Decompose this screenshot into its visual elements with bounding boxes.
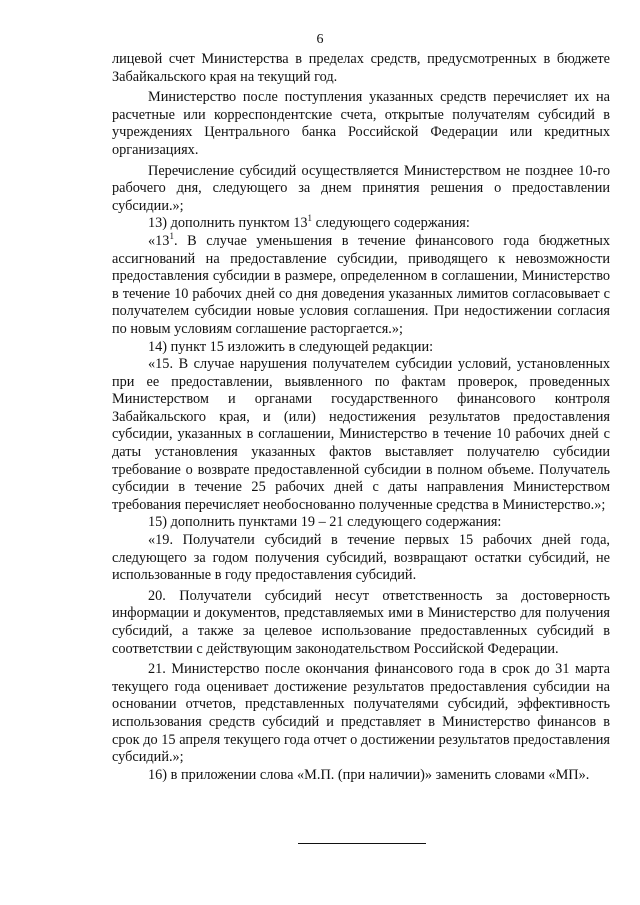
amendment-13-text-end: следующего содержания: [312,215,470,232]
closing-divider [298,843,426,844]
paragraph-amendment-15: 15) дополнить пунктами 19 – 21 следующего содержания: [148,514,502,531]
amendment-13-text: 13) дополнить пунктом 13 [148,215,308,232]
paragraph-transfer-accounts: Министерство после поступления указанных средств перечисляет их на расчетные или корреспондентские счета, открытые получателям субсидий в учреждениях Центрального банка Российской Федерации или кредитных организациях. [112,89,610,158]
paragraph-point-21: 21. Министерство после окончания финансового года в срок до 31 марта текущего года оценивает достижение результатов предоставления субсидии на основании отчетов, представленных получателями субсидий, эффективность использования средств субсидий и представляет в Министерство финансов в срок до 15 апреля текущего года отчет о достижении результатов предоставления субсидий.»; [112,661,610,766]
point-13-1-text: . В случае уменьшения в течение финансового года бюджетных ассигнований на предоставление субсидии, приводящего к невозможности предоставления субсидии в размере, определенном в соглашении, Министерство в течение 10 рабочих дней со дня доведения указанных лимитов согласовывает с получателем субсидии новые условия соглашения. При недостижении согласия по новым условиям соглашение расторгается.»; [112,232,610,337]
paragraph-point-19: «19. Получатели субсидий в течение первых 15 рабочих дней года, следующего за годом получения субсидий, возвращают остатки субсидий, не использованные в году предоставления субсидий. [112,532,610,584]
paragraph-amendment-16: 16) в приложении слова «М.П. (при наличии)» заменить словами «МП». [148,766,590,783]
point-13-1-number: «13 [148,232,170,249]
paragraph-amendment-14: 14) пункт 15 изложить в следующей редакции: [148,338,434,355]
paragraph-continuation: лицевой счет Министерства в пределах средств, предусмотренных в бюджете Забайкальского края на текущий год. [112,51,610,85]
document-body [112,51,610,784]
paragraph-transfer-deadline: Перечисление субсидий осуществляется Министерством не позднее 10-го рабочего дня, следующего за днем принятия решения о предоставлении субсидии.»; [112,162,610,214]
paragraph-point-15: «15. В случае нарушения получателем субсидии условий, установленных при ее предоставлении, выявленного по фактам проверок, проведенных Министерством и органами государственного финансового контроля Забайкальского края, и (или) недостижения результатов предоставления субсидии, указанных в соглашении, Министерство в течение 10 рабочих дней с даты установления указанных фактов выставляет получателю субсидии требование о возврате предоставленной субсидии в полном объеме. Получатель субсидии в течение 25 рабочих дней с даты направления Министерством требования перечисляет необоснованно полученные средства в Министерство.»; [112,356,610,513]
paragraph-point-20: 20. Получатели субсидий несут ответственность за достоверность информации и документов, представляемых ими в Министерство для получения субсидий, а также за целевое использование предоставленных субсидий в соответствии с действующим законодательством Российской Федерации. [112,587,610,657]
amendment-13-superscript: 1 [307,213,313,224]
paragraph-point-13-1 [112,233,610,339]
paragraph-amendment-13 [112,215,610,233]
point-13-1-superscript: 1 [169,231,174,242]
page-number: 6 [316,32,324,47]
